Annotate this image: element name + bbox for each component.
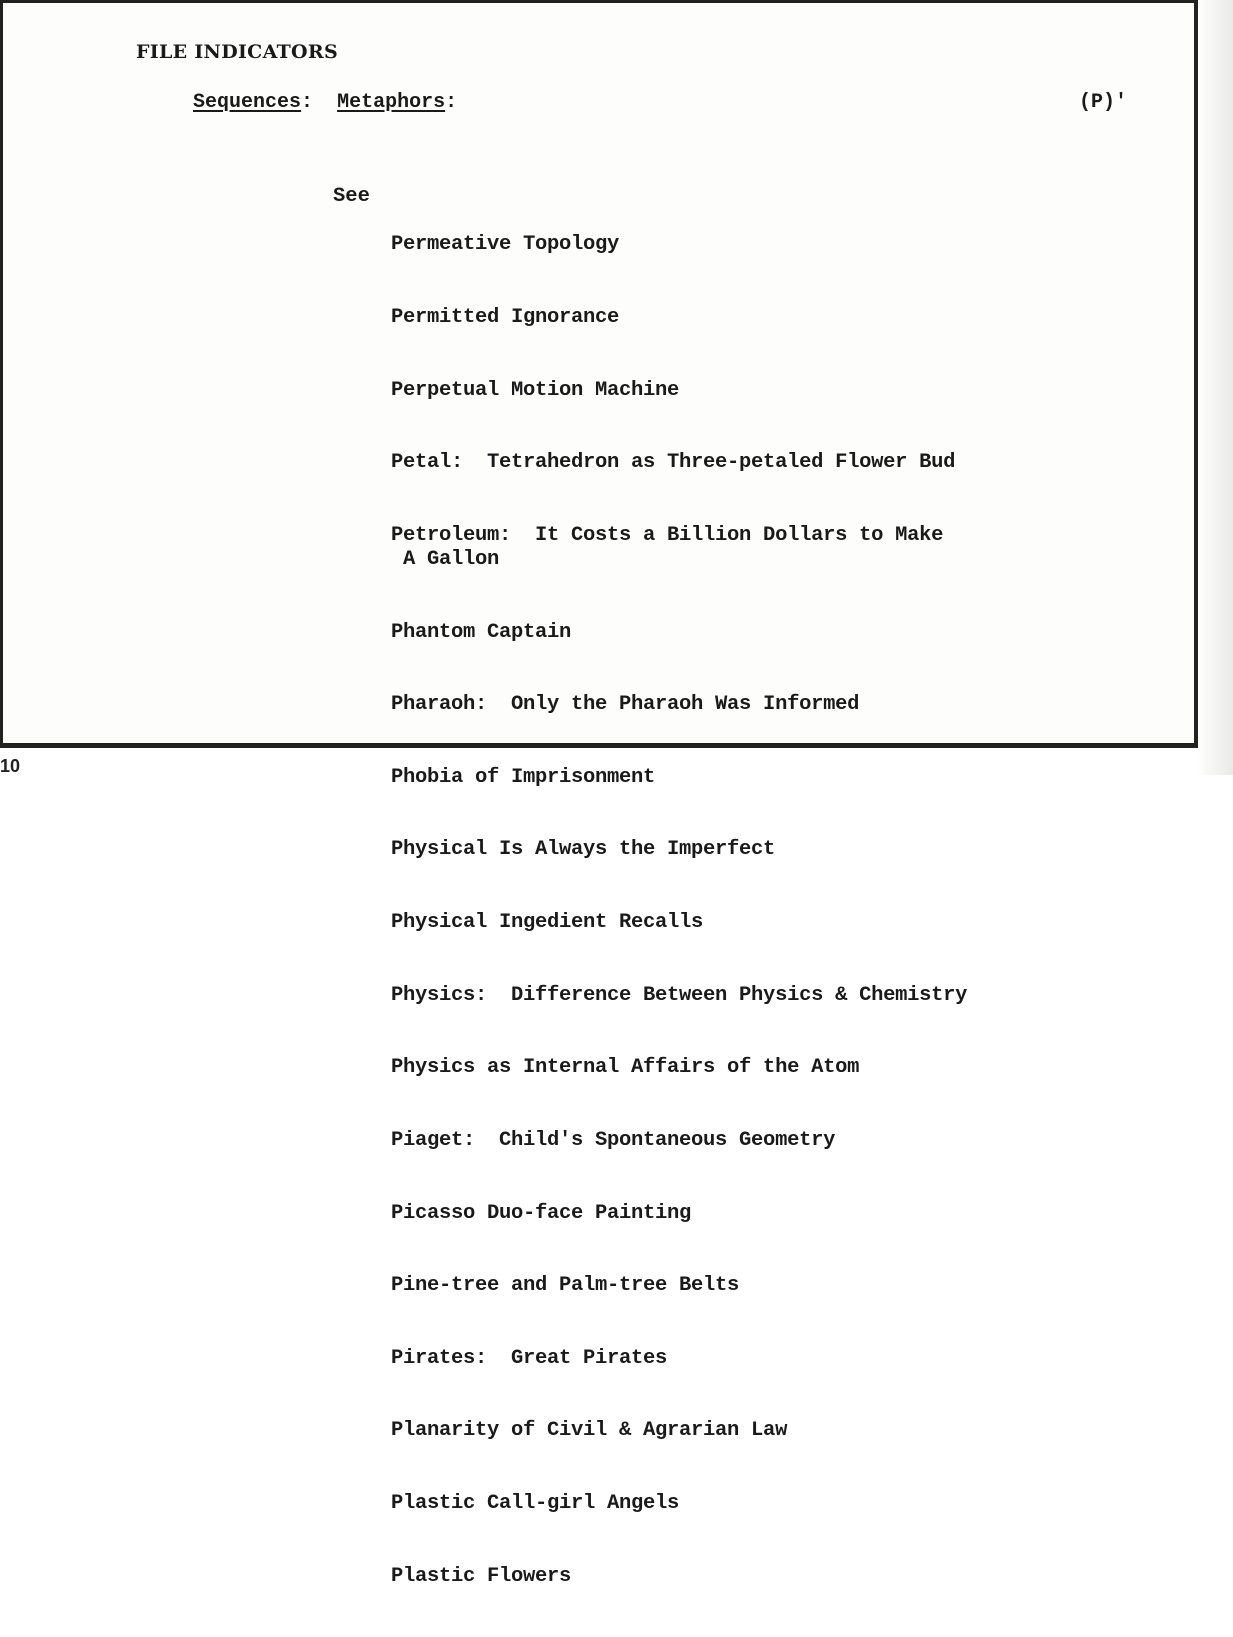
entry-text: Permitted Ignorance bbox=[391, 306, 620, 330]
entry-text: Petal: Tetrahedron as Three-petaled Flower Bud bbox=[391, 451, 956, 475]
entry-text: Pirates: Great Pirates bbox=[391, 1346, 668, 1370]
list-item bbox=[391, 524, 967, 572]
entry-text: Phobia of Imprisonment bbox=[391, 765, 656, 789]
list-item bbox=[391, 1492, 967, 1516]
entry-text: Plastic Flowers bbox=[391, 1564, 572, 1588]
category-line bbox=[193, 91, 457, 114]
page-edge-shadow bbox=[1197, 0, 1233, 775]
list-item bbox=[391, 1129, 967, 1153]
sequences-label: Sequences bbox=[193, 91, 302, 114]
list-item bbox=[391, 911, 967, 935]
list-item bbox=[391, 1419, 967, 1443]
list-item bbox=[391, 621, 967, 645]
list-item bbox=[391, 1056, 967, 1080]
see-label: See bbox=[333, 185, 370, 208]
list-item bbox=[391, 1565, 967, 1589]
cross-reference-list bbox=[391, 185, 967, 1637]
list-item bbox=[391, 451, 967, 475]
entry-text: Perpetual Motion Machine bbox=[391, 378, 680, 402]
list-item bbox=[391, 693, 967, 717]
entry-text: Physical Is Always the Imperfect bbox=[391, 838, 776, 862]
entry-text: Plastic Call-girl Angels bbox=[391, 1491, 680, 1515]
entry-text: Pharaoh: Only the Pharaoh Was Informed bbox=[391, 693, 860, 717]
entry-continuation: A Gallon bbox=[403, 548, 500, 572]
entry-text: Phantom Captain bbox=[391, 620, 572, 644]
list-item bbox=[391, 306, 967, 330]
list-item bbox=[391, 766, 967, 790]
list-item bbox=[391, 233, 967, 257]
entry-text: Physics: Difference Between Physics & Chemistry bbox=[391, 983, 968, 1007]
list-item bbox=[391, 1202, 967, 1226]
metaphors-separator: : bbox=[445, 91, 458, 114]
list-item bbox=[391, 1274, 967, 1298]
entry-text: Piaget: Child's Spontaneous Geometry bbox=[391, 1128, 836, 1152]
entry-text: Planarity of Civil & Agrarian Law bbox=[391, 1419, 788, 1443]
list-item bbox=[391, 838, 967, 862]
entry-text: Permeative Topology bbox=[391, 233, 620, 257]
entry-text: Physical Ingedient Recalls bbox=[391, 911, 704, 935]
entry-text: Picasso Duo-face Painting bbox=[391, 1201, 692, 1225]
list-item bbox=[391, 1347, 967, 1371]
page-number: 10 bbox=[0, 756, 21, 776]
list-item bbox=[391, 379, 967, 403]
card-title: FILE INDICATORS bbox=[136, 41, 338, 63]
metaphors-label: Metaphors bbox=[337, 91, 446, 114]
file-code: (P)' bbox=[1079, 91, 1128, 114]
entry-text: Pine-tree and Palm-tree Belts bbox=[391, 1274, 740, 1298]
entry-text: Petroleum: It Costs a Billion Dollars to Make bbox=[391, 523, 944, 547]
entry-text: Physics as Internal Affairs of the Atom bbox=[391, 1056, 860, 1080]
list-item bbox=[391, 984, 967, 1008]
sequences-separator: : bbox=[301, 91, 314, 114]
